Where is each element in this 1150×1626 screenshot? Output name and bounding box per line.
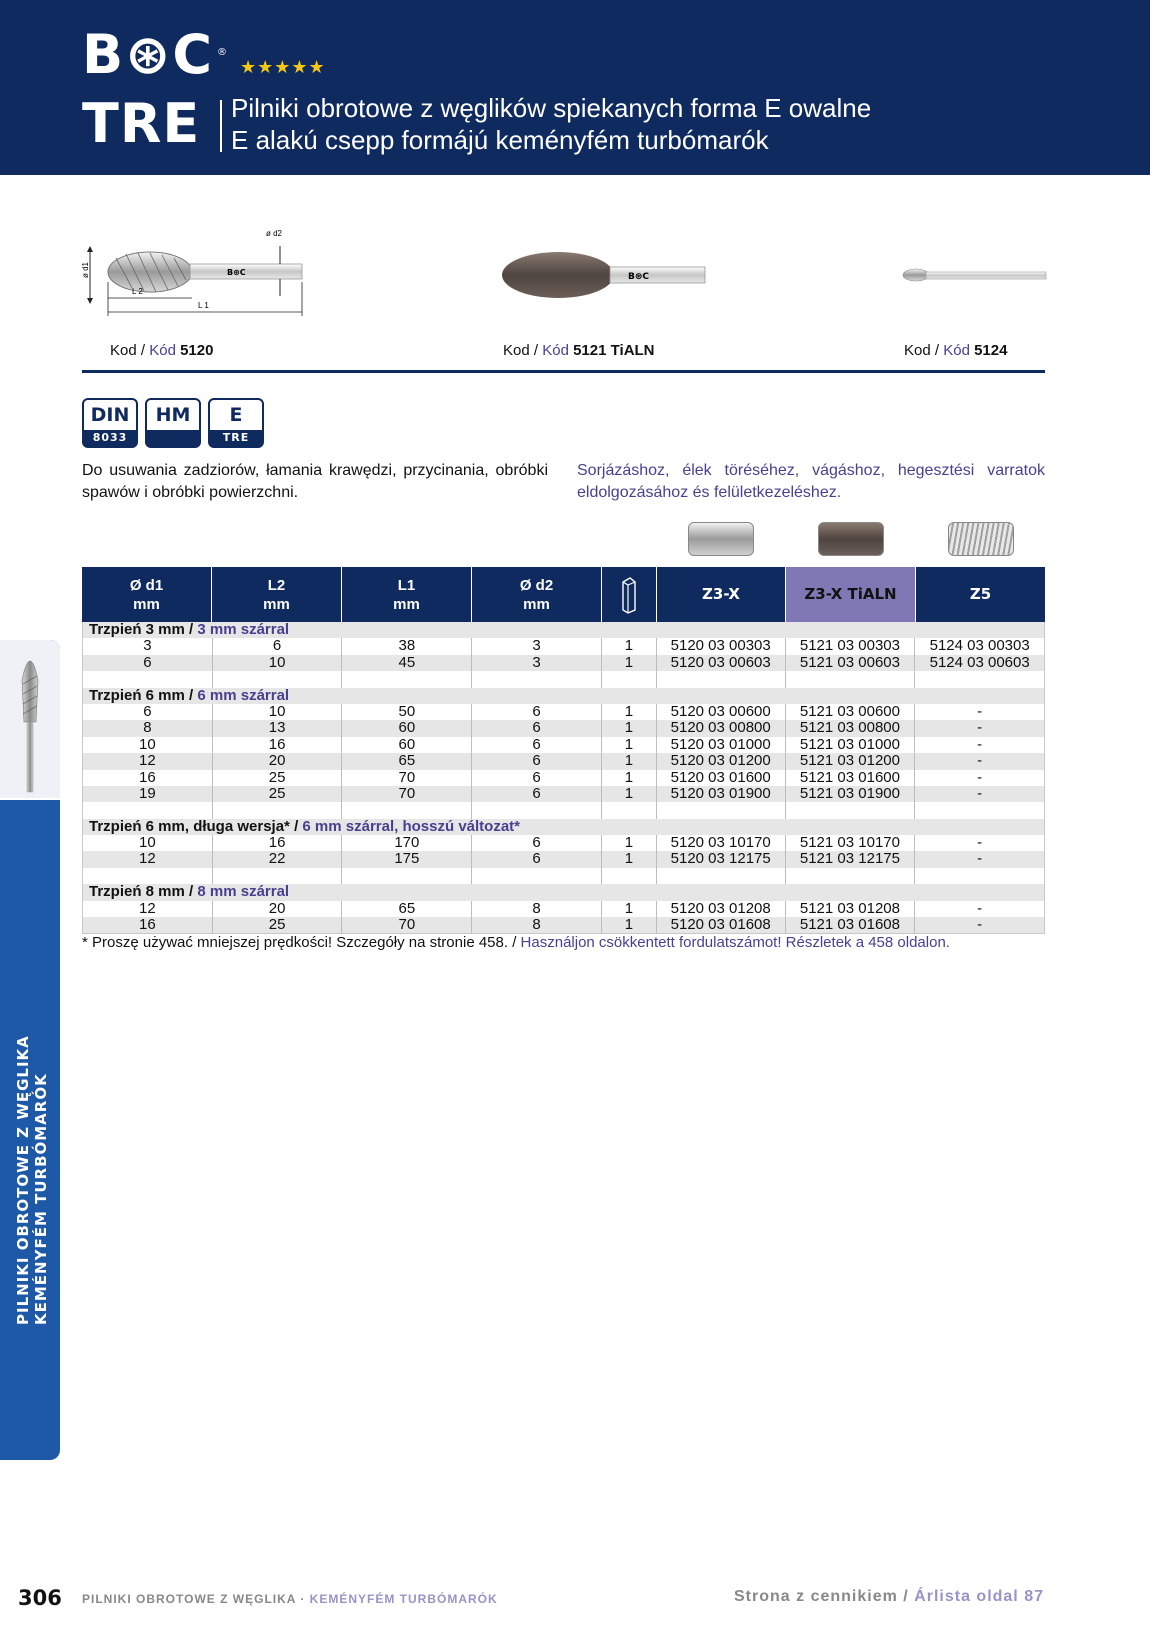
table-cell: -	[977, 916, 983, 934]
table-cell: 20	[213, 753, 343, 769]
badge-e: E TRE	[208, 398, 264, 448]
table-group-heading: Trzpień 6 mm / 6 mm szárral	[83, 688, 1044, 704]
table-cell: -	[977, 735, 983, 753]
table-cell: 12	[83, 753, 213, 769]
table-cell: -	[977, 719, 983, 737]
boc-logo	[82, 23, 227, 86]
table-cell: 10	[213, 704, 343, 720]
table-cell: 5120 03 00800	[657, 720, 786, 736]
table-group-heading: Trzpień 8 mm / 8 mm szárral	[83, 884, 1044, 900]
table-cell: 20	[213, 901, 343, 917]
product-code-5124: Kod / Kód 5124	[904, 342, 1008, 359]
table-cell: 1	[602, 851, 657, 867]
table-cell: 3	[83, 638, 213, 654]
table-cell: 12	[83, 851, 213, 867]
table-cell: 6	[472, 770, 602, 786]
table-cell: 5121 03 01600	[786, 770, 916, 786]
col-z5: Z5	[969, 585, 992, 603]
table-row	[83, 851, 1044, 867]
dim-d2-label: ø d2	[266, 229, 283, 238]
series-code: TRE	[82, 92, 201, 155]
table-cell: 170	[342, 835, 472, 851]
table-cell: 13	[213, 720, 343, 736]
table-cell: 1	[602, 655, 657, 671]
table-cell: 45	[342, 655, 472, 671]
table-cell: 16	[83, 770, 213, 786]
table-cell: 5120 03 01900	[657, 786, 786, 802]
table-cell: 38	[342, 638, 472, 654]
table-cell: 5121 03 01000	[786, 737, 916, 753]
table-cell: 65	[342, 901, 472, 917]
page-title-pl: Pilniki obrotowe z węglików spiekanych forma E owalne	[231, 93, 872, 123]
table-cell: 1	[602, 638, 657, 654]
table-row	[83, 901, 1044, 917]
table-row	[83, 786, 1044, 802]
table-cell: 5121 03 01608	[786, 917, 916, 933]
table-cell: 175	[342, 851, 472, 867]
rating-stars-icon: ★★★★★	[240, 57, 326, 77]
table-cell: 6	[472, 704, 602, 720]
table-cell: 3	[472, 638, 602, 654]
table-cell: 1	[602, 917, 657, 933]
table-cell: 5120 03 00303	[657, 638, 786, 654]
dim-d1-label: ø d1	[81, 261, 90, 278]
table-cell: 5121 03 00603	[786, 655, 916, 671]
bur-z5-image	[948, 522, 1014, 556]
table-cell: 5121 03 01200	[786, 753, 916, 769]
col-l1: L1 mm	[342, 567, 472, 622]
table-cell: 5120 03 10170	[657, 835, 786, 851]
table-cell: 5124 03 00603	[929, 653, 1030, 671]
table-spacer	[83, 802, 1044, 818]
page-title-hu: E alakú csepp formájú keményfém turbómarók	[231, 125, 769, 155]
table-cell: 1	[602, 737, 657, 753]
table-cell: 10	[83, 835, 213, 851]
table-cell: 16	[213, 835, 343, 851]
table-cell: 8	[83, 720, 213, 736]
table-group-heading: Trzpień 6 mm, długa wersja* / 6 mm szárral, hosszú változat*	[83, 819, 1044, 835]
bur-z3x-image	[688, 522, 754, 556]
badge-din: DIN 8033	[82, 398, 138, 448]
table-cell: 22	[213, 851, 343, 867]
col-z3x: Z3-X	[657, 567, 786, 622]
table-row	[83, 770, 1044, 786]
table-cell: 5121 03 00800	[786, 720, 916, 736]
table-cell: 5120 03 01608	[657, 917, 786, 933]
col-d2: Ø d2 mm	[472, 567, 602, 622]
table-cell: -	[977, 899, 983, 917]
table-header	[82, 567, 1045, 622]
table-row	[83, 835, 1044, 851]
footer-pricelist: Strona z cennikiem / Árlista oldal 87	[734, 1588, 1044, 1605]
title-divider	[220, 100, 222, 152]
table-cell: -	[977, 768, 983, 786]
table-cell: 6	[472, 835, 602, 851]
table-cell: 1	[602, 720, 657, 736]
table-cell: 6	[472, 753, 602, 769]
table-cell: 19	[83, 786, 213, 802]
table-cell: 25	[213, 770, 343, 786]
footer-section: PILNIKI OBROTOWE Z WĘGLIKA · KEMÉNYFÉM TURBÓMARÓK	[82, 1592, 498, 1606]
description-pl: Do usuwania zadziorów, łamania krawędzi, przycinania, obróbki spawów i obróbki powierzchni.	[82, 462, 548, 501]
table-row	[83, 753, 1044, 769]
table-row	[83, 638, 1044, 654]
table-cell: 50	[342, 704, 472, 720]
table-cell: 1	[602, 770, 657, 786]
dim-l2-label: L 2	[132, 287, 143, 296]
table-cell: -	[977, 850, 983, 868]
table-cell: 5120 03 00603	[657, 655, 786, 671]
table-cell: 16	[83, 917, 213, 933]
table-cell: 1	[602, 786, 657, 802]
table-cell: 25	[213, 917, 343, 933]
table-cell: 70	[342, 917, 472, 933]
table-cell: 16	[213, 737, 343, 753]
footnote: * Proszę używać mniejszej prędkości! Szczegóły na stronie 458. / Használjon csökkentett fordulatszámot! Részletek a 458 oldalon.	[82, 934, 950, 951]
table-cell: 10	[83, 737, 213, 753]
table-row	[83, 720, 1044, 736]
table-cell: 5121 03 00600	[786, 704, 916, 720]
page-number: 306	[18, 1586, 62, 1610]
table-cell: 12	[83, 901, 213, 917]
product-5124-image	[902, 264, 1052, 286]
table-cell: 5124 03 00303	[929, 637, 1030, 655]
product-table	[82, 567, 1045, 934]
table-cell: 6	[472, 786, 602, 802]
table-row	[83, 917, 1044, 933]
table-cell: -	[977, 784, 983, 802]
col-z3x-tialn: Z3-X TiALN	[786, 567, 916, 622]
table-cell: 5121 03 00303	[786, 638, 916, 654]
table-cell: 3	[472, 655, 602, 671]
bur-z3x-tialn-image	[818, 522, 884, 556]
table-cell: 70	[342, 786, 472, 802]
table-cell: 5120 03 01600	[657, 770, 786, 786]
col-d1: Ø d1 mm	[82, 567, 212, 622]
table-cell: 1	[602, 753, 657, 769]
dim-l1-label: L 1	[198, 301, 209, 310]
table-cell: 6	[472, 737, 602, 753]
product-code-5120: Kod / Kód 5120	[110, 342, 214, 359]
table-cell: 5120 03 01208	[657, 901, 786, 917]
table-row	[83, 737, 1044, 753]
table-cell: 70	[342, 770, 472, 786]
table-cell: 5120 03 00600	[657, 704, 786, 720]
table-cell: 6	[472, 851, 602, 867]
product-5121-image	[500, 248, 720, 308]
table-cell: 60	[342, 720, 472, 736]
description-hu: Sorjázáshoz, élek töréséhez, vágáshoz, hegesztési varratok eldolgozásához és felületkezeléshez.	[577, 462, 1045, 501]
table-cell: 10	[213, 655, 343, 671]
table-cell: 5121 03 01900	[786, 786, 916, 802]
table-cell: 6	[83, 704, 213, 720]
table-cell: 5121 03 10170	[786, 835, 916, 851]
table-spacer	[83, 671, 1044, 687]
table-cell: 5120 03 01000	[657, 737, 786, 753]
table-spacer	[83, 868, 1044, 884]
col-pack-icon	[602, 567, 657, 622]
side-tab-image	[0, 640, 60, 800]
table-row	[83, 704, 1044, 720]
table-cell: 5121 03 12175	[786, 851, 916, 867]
table-cell: 6	[472, 720, 602, 736]
table-body	[82, 622, 1045, 934]
table-cell: 6	[83, 655, 213, 671]
table-cell: 1	[602, 835, 657, 851]
col-l2: L2 mm	[212, 567, 342, 622]
table-cell: 8	[472, 901, 602, 917]
table-cell: -	[977, 752, 983, 770]
table-row	[83, 655, 1044, 671]
side-tab-label: PILNIKI OBROTOWE Z WĘGLIKA KEMÉNYFÉM TURBÓMARÓK	[14, 1035, 50, 1325]
table-cell: 25	[213, 786, 343, 802]
badge-hm: HM	[145, 398, 201, 448]
table-cell: 60	[342, 737, 472, 753]
product-code-5121: Kod / Kód 5121 TiALN	[503, 342, 655, 359]
page-header	[0, 0, 1150, 175]
section-divider	[82, 370, 1045, 373]
product-brand-text: B⊛C	[628, 272, 650, 282]
logo-text: B⊛C	[82, 23, 215, 86]
table-cell: 5120 03 01200	[657, 753, 786, 769]
product-5120-diagram	[82, 228, 312, 328]
table-cell: 5120 03 12175	[657, 851, 786, 867]
table-cell: 5121 03 01208	[786, 901, 916, 917]
table-cell: 65	[342, 753, 472, 769]
table-cell: 8	[472, 917, 602, 933]
table-group-heading: Trzpień 3 mm / 3 mm szárral	[83, 622, 1044, 638]
table-cell: -	[977, 834, 983, 852]
diagram-brand-text: B⊛C	[227, 268, 246, 277]
registered-mark: ®	[217, 47, 227, 58]
table-cell: 6	[213, 638, 343, 654]
table-cell: 1	[602, 704, 657, 720]
table-cell: -	[977, 702, 983, 720]
table-cell: 1	[602, 901, 657, 917]
